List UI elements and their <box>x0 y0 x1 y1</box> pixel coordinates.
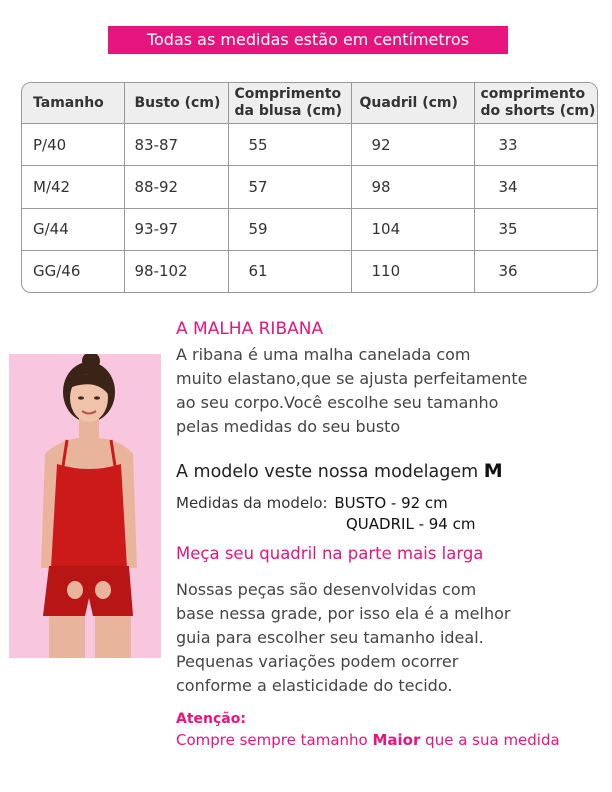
cell-hip: 110 <box>351 250 474 292</box>
table-row <box>22 250 597 292</box>
fabric-line: ao seu corpo.Você escolhe seu tamanho <box>176 393 499 412</box>
cell-shorts-length: 33 <box>474 124 597 166</box>
guide-line: guia para escolher seu tamanho ideal. <box>176 628 484 647</box>
table-row <box>22 124 597 166</box>
header-size: Tamanho <box>22 83 124 124</box>
cell-bust: 88-92 <box>124 166 228 208</box>
attention-post: que a sua medida <box>425 731 560 749</box>
cell-bust: 83-87 <box>124 124 228 166</box>
model-illustration <box>9 354 161 658</box>
cell-shorts-length: 35 <box>474 208 597 250</box>
guide-line: conforme a elasticidade do tecido. <box>176 676 453 695</box>
model-measures-label: Medidas da modelo: <box>176 494 328 512</box>
cell-top-length: 59 <box>228 208 351 250</box>
hip-tip: Meça seu quadril na parte mais larga <box>176 544 484 563</box>
model-size: M <box>483 460 503 482</box>
model-wears-text: A modelo veste nossa modelagem <box>176 462 479 482</box>
table-row <box>22 208 597 250</box>
model-photo <box>9 354 161 658</box>
fabric-line: A ribana é uma malha canelada com <box>176 345 471 364</box>
cell-shorts-length: 36 <box>498 262 518 281</box>
cell-hip: 92 <box>351 124 474 166</box>
model-bust: BUSTO - 92 cm <box>334 494 448 512</box>
model-wears-line <box>176 459 503 484</box>
header-bust: Busto (cm) <box>124 83 228 124</box>
guide-line: Pequenas variações podem ocorrer <box>176 652 459 671</box>
cell-size: M/42 <box>22 166 124 208</box>
guide-line: Nossas peças são desenvolvidas com <box>176 580 477 599</box>
guide-description <box>176 578 510 698</box>
cell-hip: 104 <box>351 208 474 250</box>
header-banner: Todas as medidas estão em centímetros <box>108 26 508 54</box>
attention-pre: Compre sempre tamanho <box>176 731 368 749</box>
fabric-description <box>176 343 528 439</box>
header-top-length: Comprimento da blusa (cm) <box>228 83 351 124</box>
cell-size: P/40 <box>22 124 124 166</box>
header-shorts-length: comprimento do shorts (cm) <box>474 83 597 124</box>
fabric-line: pelas medidas do seu busto <box>176 417 401 436</box>
cell-shorts-length: 34 <box>474 166 597 208</box>
cell-top-length: 61 <box>228 250 351 292</box>
fabric-title: A MALHA RIBANA <box>176 319 324 339</box>
attention-message <box>176 729 560 751</box>
cell-hip: 98 <box>351 166 474 208</box>
cell-size: G/44 <box>22 208 124 250</box>
size-table <box>21 82 598 293</box>
guide-line: base nessa grade, por isso ela é a melhor <box>176 604 511 623</box>
attention-bold: Maior <box>372 731 421 749</box>
attention-label: Atenção: <box>176 711 246 727</box>
fabric-line: muito elastano,que se ajusta perfeitamente <box>176 369 528 388</box>
table-header-row <box>22 83 597 124</box>
cell-top-length: 57 <box>228 166 351 208</box>
table-row <box>22 166 597 208</box>
model-hip: QUADRIL - 94 cm <box>346 515 476 533</box>
cell-size: GG/46 <box>22 250 124 292</box>
cell-top-length: 55 <box>228 124 351 166</box>
header-hip: Quadril (cm) <box>351 83 474 124</box>
model-measures <box>176 492 448 514</box>
cell-bust: 98-102 <box>124 250 228 292</box>
cell-bust: 93-97 <box>124 208 228 250</box>
